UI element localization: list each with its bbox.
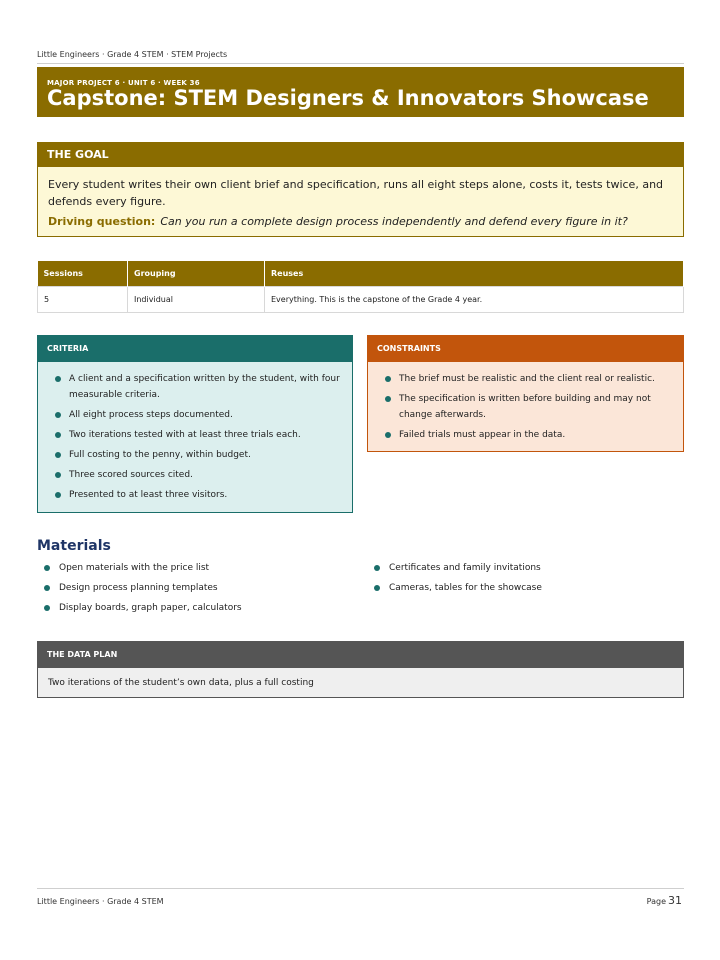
list-item-text: Certificates and family invitations <box>389 563 541 573</box>
bullet-icon <box>44 585 50 591</box>
list-item <box>385 371 671 387</box>
page-number <box>647 894 682 907</box>
bullet-icon <box>55 492 61 498</box>
list-item <box>55 427 340 443</box>
data-plan-text: Two iterations of the student’s own data, plus a full costing <box>48 678 314 688</box>
list-item-text: Presented to at least three visitors. <box>69 490 228 500</box>
page-label: Page <box>646 897 666 906</box>
list-item <box>55 447 340 463</box>
list-item-text: The specification is written before building and may not change afterwards. <box>399 394 651 420</box>
list-item <box>385 391 671 423</box>
constraints-list <box>368 362 683 443</box>
constraints-box <box>367 335 684 452</box>
table-header-sessions: Sessions <box>38 261 128 286</box>
bullet-icon <box>55 412 61 418</box>
list-item-text: Cameras, tables for the showcase <box>389 583 542 593</box>
goal-heading: THE GOAL <box>38 143 683 167</box>
table-header-row <box>38 261 684 286</box>
list-item-text: Three scored sources cited. <box>69 470 193 480</box>
materials-list-left <box>44 558 242 618</box>
running-header: Little Engineers · Grade 4 STEM · STEM Projects <box>37 50 684 64</box>
driving-question-text: Can you run a complete design process independently and defend every figure in it? <box>160 215 628 228</box>
bullet-icon <box>374 565 380 571</box>
materials-list-right <box>374 558 542 598</box>
list-item <box>44 558 242 578</box>
list-item-text: Display boards, graph paper, calculators <box>59 603 242 613</box>
table-header-reuses: Reuses <box>265 261 684 286</box>
list-item <box>385 427 671 443</box>
bullet-icon <box>55 376 61 382</box>
table-cell-reuses: Everything. This is the capstone of the Grade 4 year. <box>265 286 684 312</box>
list-item-text: All eight process steps documented. <box>69 410 233 420</box>
bullet-icon <box>385 432 391 438</box>
list-item <box>55 467 340 483</box>
table-row <box>38 286 684 312</box>
page-title: Capstone: STEM Designers & Innovators Showcase <box>47 86 649 110</box>
list-item-text: Open materials with the price list <box>59 563 210 573</box>
list-item <box>44 578 242 598</box>
bullet-icon <box>44 565 50 571</box>
list-item-text: Failed trials must appear in the data. <box>399 430 566 440</box>
list-item <box>374 578 542 598</box>
bullet-icon <box>385 396 391 402</box>
bullet-icon <box>385 376 391 382</box>
list-item <box>55 487 340 503</box>
constraints-heading: CONSTRAINTS <box>368 336 683 362</box>
driving-question-label: Driving question: <box>48 215 156 228</box>
materials-heading: Materials <box>37 538 111 554</box>
footer-title: Little Engineers · Grade 4 STEM <box>37 897 164 906</box>
page-number-value: 31 <box>668 894 682 907</box>
list-item <box>44 598 242 618</box>
bullet-icon <box>55 452 61 458</box>
criteria-heading: CRITERIA <box>38 336 352 362</box>
project-eyebrow: MAJOR PROJECT 6 · UNIT 6 · WEEK 36 <box>47 79 200 87</box>
list-item-text: A client and a specification written by the student, with four measurable criteria. <box>69 374 340 400</box>
list-item-text: Design process planning templates <box>59 583 218 593</box>
bullet-icon <box>44 605 50 611</box>
table-header-grouping: Grouping <box>128 261 265 286</box>
bullet-icon <box>55 472 61 478</box>
list-item <box>374 558 542 578</box>
list-item <box>55 371 340 403</box>
title-banner <box>37 67 684 117</box>
info-table <box>37 261 684 313</box>
data-plan-box <box>37 641 684 698</box>
criteria-box <box>37 335 353 513</box>
list-item <box>55 407 340 423</box>
page-footer <box>37 888 684 910</box>
table-cell-sessions: 5 <box>38 286 128 312</box>
list-item-text: Full costing to the penny, within budget. <box>69 450 251 460</box>
driving-question <box>38 210 683 230</box>
data-plan-heading: THE DATA PLAN <box>38 642 683 668</box>
criteria-list <box>38 362 352 503</box>
table-cell-grouping: Individual <box>128 286 265 312</box>
list-item-text: The brief must be realistic and the client real or realistic. <box>399 374 655 384</box>
list-item-text: Two iterations tested with at least three trials each. <box>69 430 301 440</box>
goal-text: Every student writes their own client brief and specification, runs all eight steps alone, costs it, tests twice, and defends every figure. <box>48 178 664 208</box>
bullet-icon <box>55 432 61 438</box>
bullet-icon <box>374 585 380 591</box>
goal-box <box>37 142 684 237</box>
